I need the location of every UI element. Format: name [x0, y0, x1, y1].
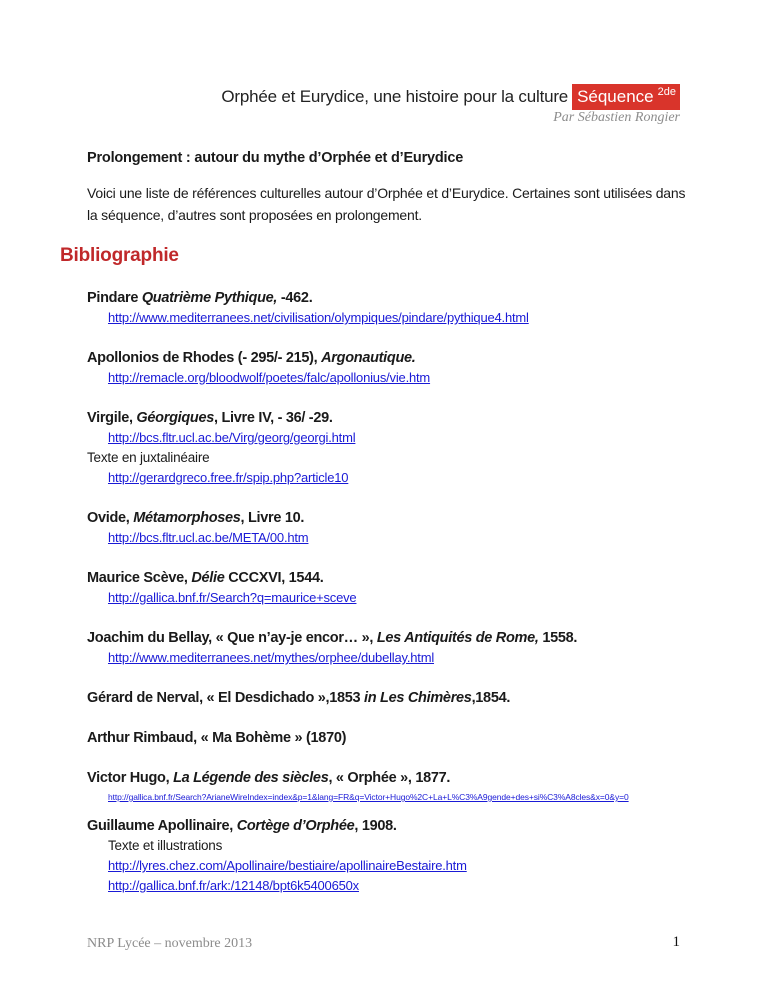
entry-link[interactable]: http://gallica.bnf.fr/ark:/12148/bpt6k5400650x	[108, 878, 359, 893]
entry-link[interactable]: http://bcs.fltr.ucl.ac.be/META/00.htm	[108, 530, 309, 545]
entry-reference: Arthur Rimbaud, « Ma Bohème » (1870)	[87, 730, 347, 746]
header-title: Orphée et Eurydice, une histoire pour la culture	[221, 87, 569, 106]
sequence-badge	[572, 84, 680, 110]
entry-reference: Joachim du Bellay, « Que n’ay-je encor… », Les Antiquités de Rome, 1558.	[87, 630, 578, 646]
entry-link[interactable]: http://lyres.chez.com/Apollinaire/bestiaire/apollinaireBestaire.htm	[108, 858, 467, 873]
entry-link[interactable]: http://gallica.bnf.fr/Search?q=maurice+sceve	[108, 590, 357, 605]
section-title-bibliographie: Bibliographie	[60, 245, 179, 266]
entry-link[interactable]: http://gerardgreco.free.fr/spip.php?article10	[108, 470, 349, 485]
entry-reference: Pindare Quatrième Pythique, -462.	[87, 290, 313, 306]
page-subtitle: Prolongement : autour du mythe d’Orphée et d’Eurydice	[87, 150, 464, 166]
entry-note: Texte et illustrations	[108, 838, 223, 853]
entry-reference: Ovide, Métamorphoses, Livre 10.	[87, 510, 305, 526]
bibliography-entry	[87, 408, 707, 488]
bibliography-entry	[87, 728, 707, 748]
bibliography-entry	[87, 768, 707, 804]
bibliography-entry	[87, 508, 707, 548]
bibliography-entry	[87, 688, 707, 708]
header	[221, 84, 680, 110]
bibliography-entry	[87, 816, 707, 896]
entry-reference: Gérard de Nerval, « El Desdichado »,1853 in Les Chimères,1854.	[87, 690, 511, 706]
bibliography-entry	[87, 348, 707, 388]
entry-reference: Virgile, Géorgiques, Livre IV, - 36/ -29.	[87, 410, 333, 426]
sequence-badge-label: Séquence	[577, 87, 654, 106]
entry-link[interactable]: http://www.mediterranees.net/civilisation/olympiques/pindare/pythique4.html	[108, 310, 529, 325]
entry-reference: Apollonios de Rhodes (- 295/- 215), Argonautique.	[87, 350, 416, 366]
entry-link[interactable]: http://remacle.org/bloodwolf/poetes/falc/apollonius/vie.htm	[108, 370, 431, 385]
intro-paragraph: Voici une liste de références culturelles autour d’Orphée et d’Eurydice. Certaines sont utilisées dans la séquence, d’autres sont proposées en prolongement.	[87, 185, 686, 223]
entry-reference: Victor Hugo, La Légende des siècles, « Orphée », 1877.	[87, 770, 451, 786]
page-number: 1	[672, 934, 680, 950]
bibliography-entry	[87, 568, 707, 608]
intro-block	[87, 150, 687, 226]
bibliography-entry	[87, 288, 707, 328]
header-author: Par Sébastien Rongier	[553, 110, 680, 125]
entry-link[interactable]: http://gallica.bnf.fr/Search?ArianeWireIndex=index&p=1&lang=FR&q=Victor+Hugo%2C+La+L%C3%A9gende+des+si%C3%A8cles&x=0&y=0	[108, 792, 629, 802]
footer-publication: NRP Lycée – novembre 2013	[87, 936, 253, 951]
entry-link[interactable]: http://bcs.fltr.ucl.ac.be/Virg/georg/georgi.html	[108, 430, 356, 445]
entry-reference: Guillaume Apollinaire, Cortège d’Orphée, 1908.	[87, 818, 397, 834]
entry-reference: Maurice Scève, Délie CCCXVI, 1544.	[87, 570, 324, 586]
bibliography-entry	[87, 628, 707, 668]
sequence-badge-level: 2de	[657, 86, 676, 98]
entry-link[interactable]: http://www.mediterranees.net/mythes/orphee/dubellay.html	[108, 650, 435, 665]
bibliography-list	[87, 288, 707, 896]
entry-note: Texte en juxtalinéaire	[87, 450, 210, 465]
